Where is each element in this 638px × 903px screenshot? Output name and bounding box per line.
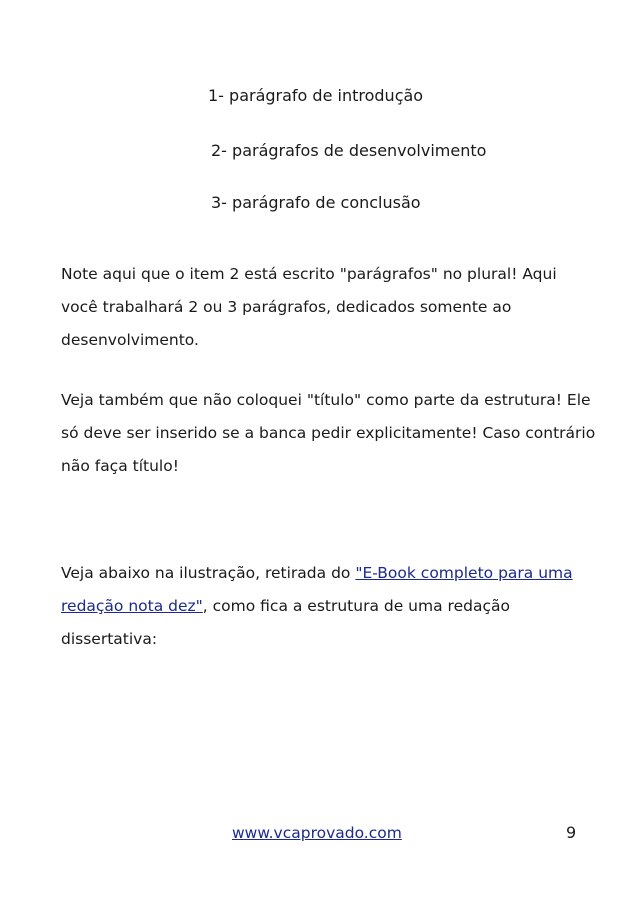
paragraph-illustration-line	[61, 563, 573, 583]
ebook-link[interactable]: "E-Book completo para uma	[355, 564, 573, 582]
list-item-development: 2- parágrafos de desenvolvimento	[211, 141, 487, 160]
footer-website-link[interactable]: www.vcaprovado.com	[232, 824, 402, 842]
list-item-conclusion: 3- parágrafo de conclusão	[211, 193, 421, 212]
page-number: 9	[566, 823, 577, 842]
paragraph-title-line: Veja também que não coloquei "título" como parte da estrutura! Ele	[61, 391, 591, 409]
paragraph-note-line: você trabalhará 2 ou 3 parágrafos, dedicados somente ao	[61, 298, 512, 316]
illustration-text: Veja abaixo na ilustração, retirada do	[61, 564, 356, 582]
paragraph-note-line: Note aqui que o item 2 está escrito "parágrafos" no plural! Aqui	[61, 265, 557, 283]
ebook-link-continued[interactable]: redação nota dez"	[61, 597, 203, 615]
paragraph-title-line: só deve ser inserido se a banca pedir explicitamente! Caso contrário	[61, 424, 596, 442]
paragraph-note-line: desenvolvimento.	[61, 331, 199, 349]
paragraph-title-line: não faça título!	[61, 457, 179, 475]
paragraph-illustration-line: dissertativa:	[61, 630, 158, 648]
list-item-introduction: 1- parágrafo de introdução	[208, 86, 424, 105]
paragraph-illustration-line	[61, 596, 510, 616]
illustration-text: , como fica a estrutura de uma redação	[202, 597, 510, 615]
